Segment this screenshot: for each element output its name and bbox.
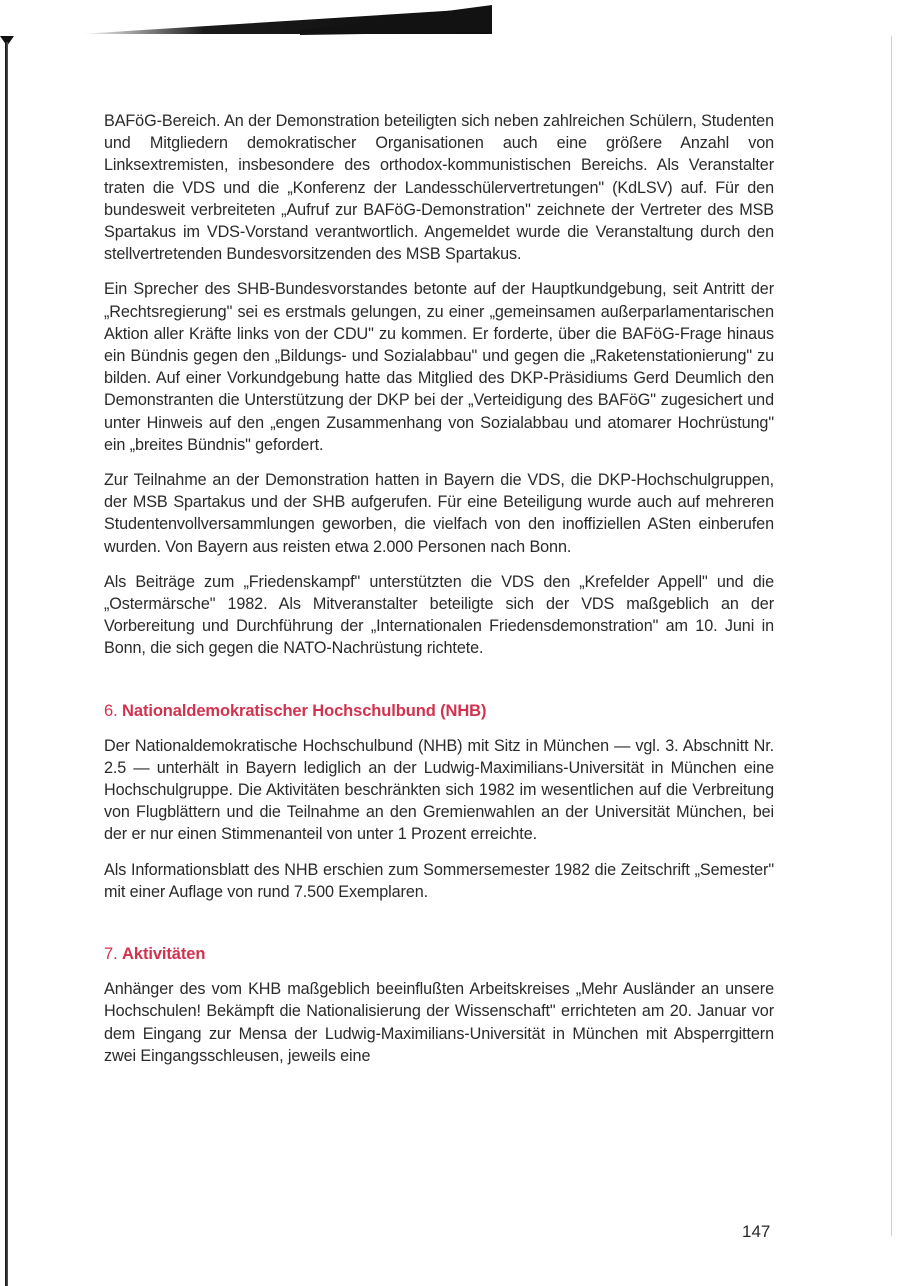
section-heading-nhb xyxy=(104,700,774,722)
paragraph: Der Nationaldemokratische Hochschulbund (NHB) mit Sitz in München — vgl. 3. Abschnitt Nr. 2.5 — unterhält in Bayern lediglich an der Ludwig-Maximilians-Universität in München eine Hochschulgruppe. Die Aktivitäten beschränkten sich 1982 im wesentlichen auf die Verbreitung von Flugblättern und die Teilnahme an den Gremienwahlen an der Universität München, bei der er nur einen Stimmenanteil von unter 1 Prozent erreichte. xyxy=(104,736,774,844)
paragraph: BAFöG-Bereich. An der Demonstration beteiligten sich neben zahlreichen Schülern, Studenten und Mitgliedern demokratischer Organisationen auch eine größere Anzahl von Linksextremisten, insbesondere des orthodox-kommunistischen Bereichs. Als Veranstalter traten die VDS und die „Konferenz der Landesschülervertretungen" (KdLSV) auf. Für den bundesweit verbreiteten „Aufruf zur BAFöG-Demonstration" zeichnete der Vertreter des MSB Spartakus im VDS-Vorstand verantwortlich. Angemeldet wurde die Veranstaltung durch den stellvertretenden Bundesvorsitzenden des MSB Spartakus. xyxy=(104,112,774,264)
binding-edge-line xyxy=(5,42,8,1286)
section-number: 6. xyxy=(104,701,118,720)
section-title: Nationaldemokratischer Hochschulbund (NHB) xyxy=(122,701,487,720)
section-heading-aktivitaeten xyxy=(104,943,774,965)
page-number: 147 xyxy=(742,1222,771,1241)
paragraph: Anhänger des vom KHB maßgeblich beeinflußten Arbeitskreises „Mehr Ausländer an unsere Hochschulen! Bekämpft die Nationalisierung der Wissenschaft" errichteten am 20. Januar vor dem Eingang zur Mensa der Ludwig-Maximilians-Universität in München mit Absperrgittern zwei Eingangsschleusen, jeweils eine xyxy=(104,980,774,1065)
paragraph: Als Beiträge zum „Friedenskampf" unterstützten die VDS den „Krefelder Appell" und die „Ostermärsche" 1982. Als Mitveranstalter beteiligte sich der VDS maßgeblich an der Vorbereitung und Durchführung der „Internationalen Friedensdemonstration" am 10. Juni in Bonn, die sich gegen die NATO-Nachrüstung richtete. xyxy=(104,572,774,658)
section-title: Aktivitäten xyxy=(122,945,206,964)
scan-edge-left xyxy=(0,36,14,1286)
paragraph: Zur Teilnahme an der Demonstration hatten in Bayern die VDS, die DKP-Hochschulgruppen, der MSB Spartakus und der SHB aufgerufen. Für eine Beteiligung wurde auch auf mehreren Studentenvollversammlungen geworben, die vielfach von den inoffiziellen ASten einberufen wurden. Von Bayern aus reisten etwa 2.000 Personen nach Bonn. xyxy=(104,471,774,556)
scan-edge-right xyxy=(891,36,892,1236)
page-body xyxy=(104,110,774,1080)
section-number: 7. xyxy=(104,945,118,964)
paragraph: Ein Sprecher des SHB-Bundesvorstandes betonte auf der Hauptkundgebung, seit Antritt der „Rechtsregierung" sei es erstmals gelungen, zu einer „gemeinsamen außerparlamentarischen Aktion aller Kräfte links von der CDU" zu kommen. Er forderte, über die BAFöG-Frage hinaus ein Bündnis gegen den „Bildungs- und Sozialabbau" und gegen die „Raketenstationierung" zu bilden. Auf einer Vorkundgebung hatte das Mitglied des DKP-Präsidiums Gerd Deumlich den Demonstranten die Unterstützung der DKP bei der „Verteidigung des BAFöG" zugesichert und unter Hinweis auf den „engen Zusammenhang von Sozialabbau und atomarer Hochrüstung" ein „breites Bündnis" gefordert. xyxy=(104,280,774,454)
paragraph: Als Informationsblatt des NHB erschien zum Sommersemester 1982 die Zeitschrift „Semester" mit einer Auflage von rund 7.500 Exemplaren. xyxy=(104,860,774,901)
